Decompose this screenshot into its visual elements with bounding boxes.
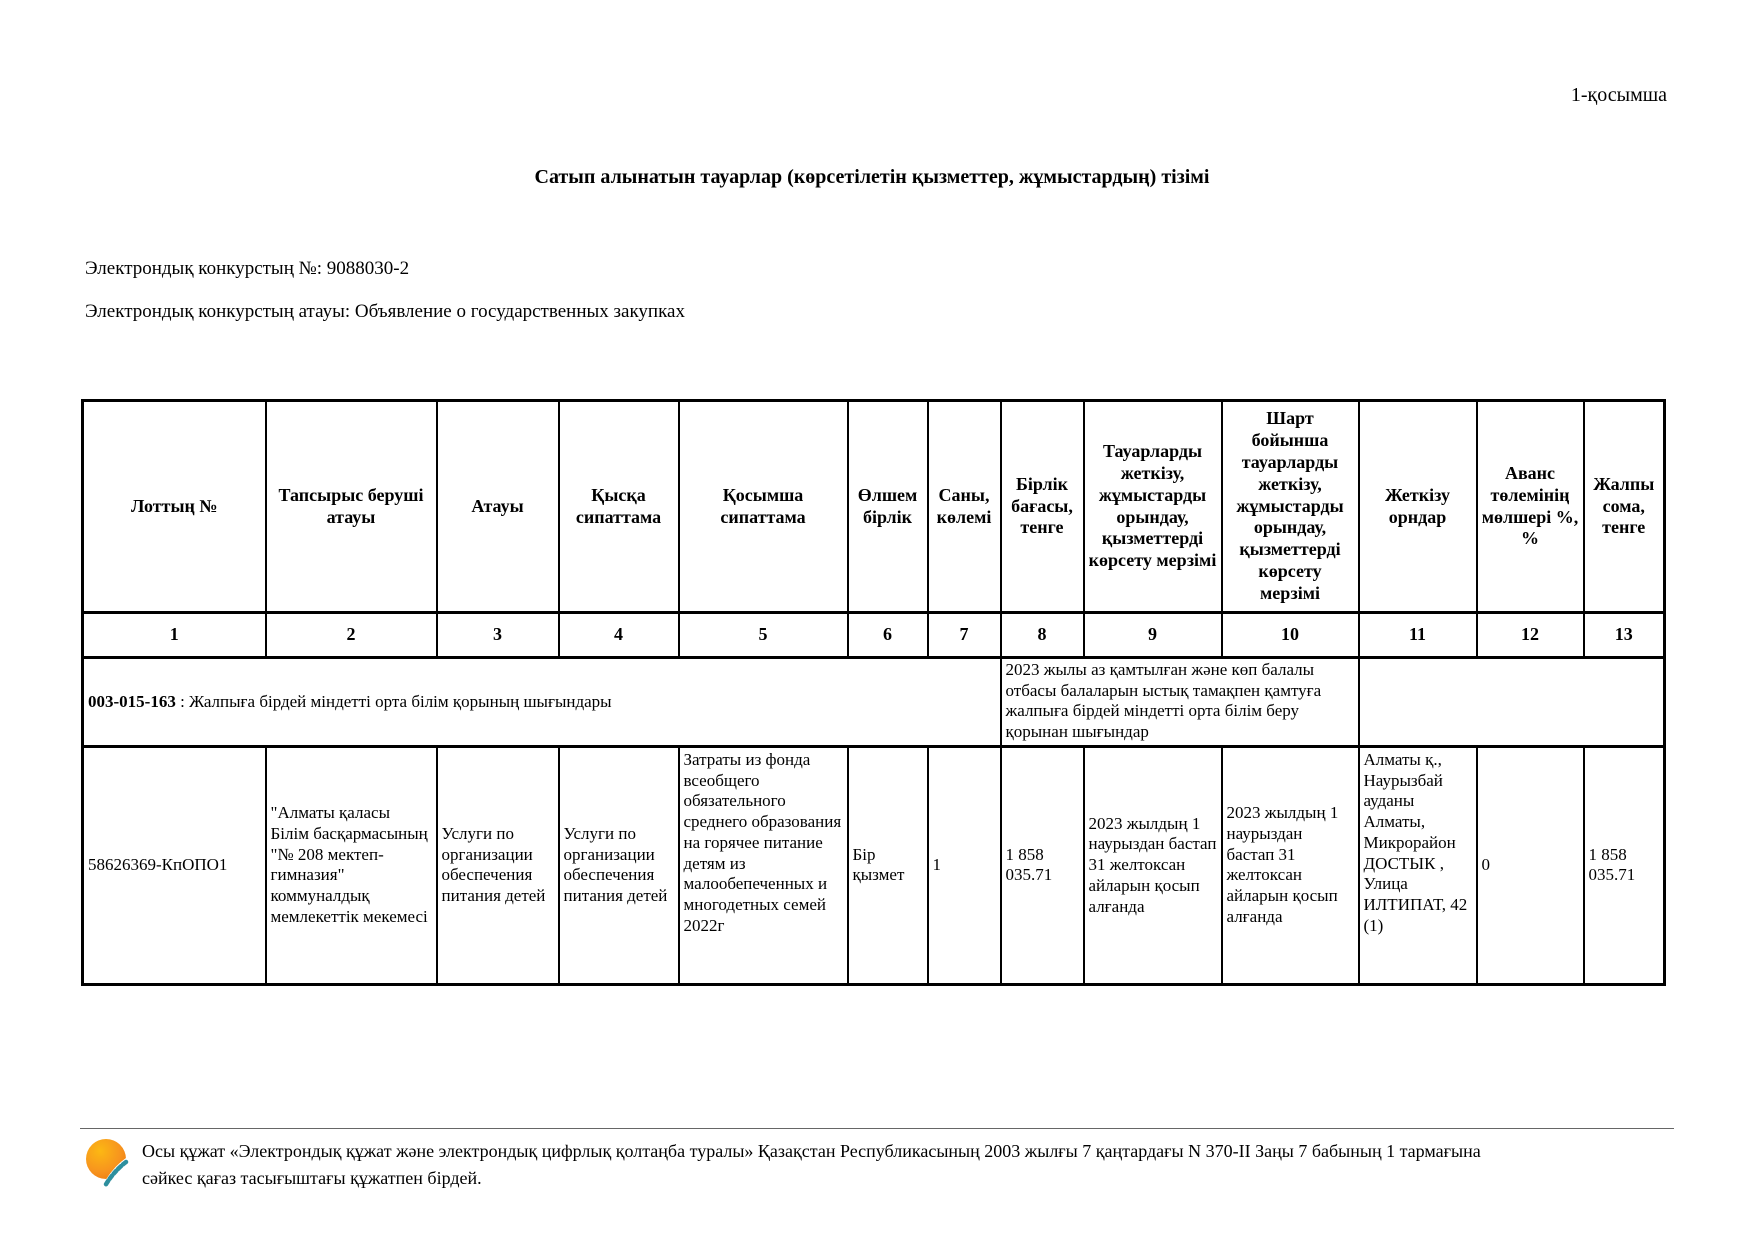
cell-unit: Бір қызмет <box>848 746 928 984</box>
lot-data-row <box>83 746 1665 984</box>
cell-delivery-places: Алматы қ., Наурызбай ауданы Алматы, Микрорайон ДОСТЫК , Улица ИЛТИПАТ, 42 (1) <box>1359 746 1477 984</box>
cell-name: Услуги по организации обеспечения питания детей <box>437 746 559 984</box>
col-header-short-description: Қысқа сипаттама <box>559 401 679 613</box>
cell-unit-price: 1 858 035.71 <box>1001 746 1084 984</box>
lot-group-label: : Жалпыға бірдей міндетті орта білім қорының шығындары <box>180 691 612 711</box>
col-header-additional-description: Қосымша сипаттама <box>679 401 848 613</box>
col-header-customer: Тапсырыс беруші атауы <box>266 401 437 613</box>
contest-name-line: Электрондық конкурстың атауы: Объявление о государственных закупках <box>85 301 685 322</box>
lot-group-code: 003-015-163 <box>88 691 176 711</box>
cell-additional-description: Затраты из фонда всеобщего обязательного среднего образования на горячее питание детям из малообепеченных и многодетных семей 2022г <box>679 746 848 984</box>
page-title: Сатып алынатын тауарлар (көрсетілетін қызметтер, жұмыстардың) тізімі <box>534 166 1210 188</box>
footer <box>85 1135 1674 1193</box>
col-header-quantity: Саны, көлемі <box>928 401 1001 613</box>
cell-contract-delivery-term: 2023 жылдың 1 наурыздан бастап 31 желтоксан айларын қосып алғанда <box>1222 746 1359 984</box>
column-number: 4 <box>559 613 679 658</box>
column-number: 5 <box>679 613 848 658</box>
col-header-unit: Өлшем бірлік <box>848 401 928 613</box>
column-number: 3 <box>437 613 559 658</box>
col-header-unit-price: Бірлік бағасы, тенге <box>1001 401 1084 613</box>
column-number: 12 <box>1477 613 1584 658</box>
column-number: 1 <box>83 613 266 658</box>
cell-customer: "Алматы қаласы Білім басқармасының "№ 208 мектеп-гимназия" коммуналдық мемлекеттік мекемесі <box>266 746 437 984</box>
column-numbers-row <box>83 613 1665 658</box>
cell-lot-number: 58626369-КпОПО1 <box>83 746 266 984</box>
column-number: 2 <box>266 613 437 658</box>
col-header-lot-number: Лоттың № <box>83 401 266 613</box>
col-header-contract-delivery-term: Шарт бойынша тауарларды жеткізу, жұмыстарды орындау, қызметтерді көрсету мерзімі <box>1222 401 1359 613</box>
cell-quantity: 1 <box>928 746 1001 984</box>
col-header-name: Атауы <box>437 401 559 613</box>
cell-total-sum: 1 858 035.71 <box>1584 746 1665 984</box>
column-number: 13 <box>1584 613 1665 658</box>
col-header-delivery-places: Жеткізу орндар <box>1359 401 1477 613</box>
goszakup-logo-icon <box>85 1135 131 1193</box>
column-number: 11 <box>1359 613 1477 658</box>
table-header-row <box>83 401 1665 613</box>
col-header-delivery-term: Тауарларды жеткізу, жұмыстарды орындау, қызметтерді көрсету мерзімі <box>1084 401 1222 613</box>
footer-note: Осы құжат «Электрондық құжат және электрондық цифрлық қолтаңба туралы» Қазақстан Республикасының 2003 жылғы 7 қаңтардағы N 370-II Заңы 7 бабының 1 тармағына сәйкес қағаз тасығыштағы құжатпен бірдей. <box>142 1141 1481 1188</box>
column-number: 9 <box>1084 613 1222 658</box>
cell-short-description: Услуги по организации обеспечения питания детей <box>559 746 679 984</box>
column-number: 10 <box>1222 613 1359 658</box>
col-header-advance-payment: Аванс төлемінің мөлшері %, % <box>1477 401 1584 613</box>
column-number: 8 <box>1001 613 1084 658</box>
lot-group-funding-note-cell: 2023 жылы аз қамтылған және көп балалы отбасы балаларын ыстық тамақпен қамтуға жалпыға бірдей міндетті орта білім беру қорынан шығындар <box>1001 658 1359 747</box>
lot-group-empty-cell <box>1359 658 1665 747</box>
procurement-table <box>81 399 1666 986</box>
lot-group-row <box>83 658 1665 747</box>
col-header-total-sum: Жалпы сома, тенге <box>1584 401 1665 613</box>
cell-advance-payment: 0 <box>1477 746 1584 984</box>
column-number: 7 <box>928 613 1001 658</box>
footer-divider <box>80 1128 1674 1129</box>
cell-delivery-term: 2023 жылдың 1 наурыздан бастап 31 желтоксан айларын қосып алғанда <box>1084 746 1222 984</box>
column-number: 6 <box>848 613 928 658</box>
appendix-label: 1-қосымша <box>1570 84 1667 106</box>
contest-number-line: Электрондық конкурстың №: 9088030-2 <box>85 258 410 279</box>
lot-group-title-cell <box>83 658 1001 747</box>
